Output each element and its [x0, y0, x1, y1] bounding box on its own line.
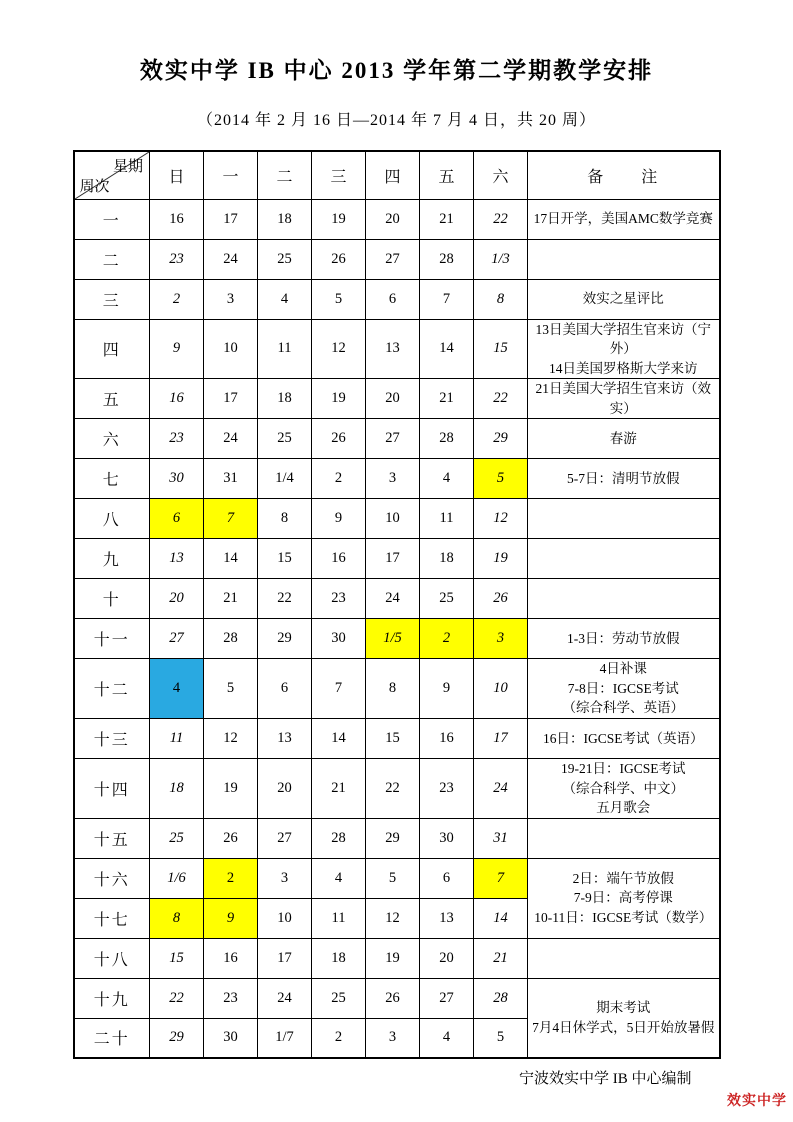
- day-cell: 24: [204, 419, 258, 459]
- day-cell: 29: [474, 419, 528, 459]
- day-cell: 13: [366, 319, 420, 379]
- remark-cell: [528, 659, 720, 719]
- day-cell: 28: [420, 419, 474, 459]
- remark-cell: [528, 818, 720, 858]
- remark-cell: [528, 978, 720, 1058]
- week-row: [74, 818, 720, 858]
- week-label: 五: [74, 379, 150, 419]
- day-cell: 27: [258, 818, 312, 858]
- week-label: 七: [74, 459, 150, 499]
- remark-cell: [528, 419, 720, 459]
- day-cell: 16: [150, 379, 204, 419]
- day-cell: 30: [312, 619, 366, 659]
- day-cell: 15: [150, 938, 204, 978]
- day-cell: 17: [258, 938, 312, 978]
- day-cell: 30: [204, 1018, 258, 1058]
- day-cell: 3: [204, 279, 258, 319]
- day-cell: 6: [366, 279, 420, 319]
- day-cell: 4: [312, 858, 366, 898]
- day-cell: 20: [258, 759, 312, 819]
- week-row: [74, 499, 720, 539]
- remark-line: 4日补课: [599, 661, 647, 677]
- day-cell: 19: [312, 199, 366, 239]
- day-cell: 6: [150, 499, 204, 539]
- day-cell: 6: [420, 858, 474, 898]
- day-cell: 17: [204, 199, 258, 239]
- day-cell: 25: [312, 978, 366, 1018]
- day-cell: 27: [366, 239, 420, 279]
- day-cell: 17: [204, 379, 258, 419]
- day-cell: 25: [258, 239, 312, 279]
- day-header-sat: 六: [474, 151, 528, 199]
- remark-cell: [528, 938, 720, 978]
- day-cell: 26: [366, 978, 420, 1018]
- day-cell: 29: [366, 818, 420, 858]
- day-cell: 6: [258, 659, 312, 719]
- week-row: [74, 619, 720, 659]
- week-row: [74, 279, 720, 319]
- day-cell: 3: [366, 1018, 420, 1058]
- remark-header: 备 注: [528, 151, 720, 199]
- credit-line: 宁波效实中学 IB 中心编制: [518, 1071, 692, 1088]
- day-cell: 19: [474, 539, 528, 579]
- day-cell: 18: [150, 759, 204, 819]
- day-cell: 31: [474, 818, 528, 858]
- day-cell: 12: [474, 499, 528, 539]
- day-cell: 20: [150, 579, 204, 619]
- day-cell: 13: [150, 539, 204, 579]
- week-label: 十三: [74, 719, 150, 759]
- remark-line: 春游: [609, 431, 637, 447]
- day-cell: 25: [258, 419, 312, 459]
- day-cell: 1/7: [258, 1018, 312, 1058]
- day-cell: 20: [366, 379, 420, 419]
- day-cell: 16: [420, 719, 474, 759]
- day-cell: 13: [258, 719, 312, 759]
- day-cell: 23: [150, 419, 204, 459]
- day-cell: 28: [420, 239, 474, 279]
- day-cell: 21: [204, 579, 258, 619]
- remark-cell: [528, 579, 720, 619]
- day-cell: 21: [312, 759, 366, 819]
- remark-line: 五月歌会: [596, 800, 651, 816]
- day-cell: 22: [474, 199, 528, 239]
- day-cell: 24: [258, 978, 312, 1018]
- week-label: 八: [74, 499, 150, 539]
- remark-line: 2日：端午节放假: [572, 870, 674, 886]
- day-cell: 4: [258, 279, 312, 319]
- day-cell: 28: [312, 818, 366, 858]
- day-cell: 24: [366, 579, 420, 619]
- day-header-thu: 四: [366, 151, 420, 199]
- week-row: [74, 719, 720, 759]
- day-cell: 10: [366, 499, 420, 539]
- remark-line: 5-7日：清明节放假: [567, 471, 680, 487]
- remark-line: 1-3日：劳动节放假: [567, 631, 680, 647]
- day-cell: 5: [366, 858, 420, 898]
- day-cell: 5: [474, 1018, 528, 1058]
- day-cell: 7: [204, 499, 258, 539]
- day-cell: 5: [312, 279, 366, 319]
- day-cell: 14: [420, 319, 474, 379]
- day-cell: 9: [312, 499, 366, 539]
- day-header-mon: 一: [204, 151, 258, 199]
- day-cell: 9: [420, 659, 474, 719]
- day-cell: 22: [150, 978, 204, 1018]
- week-row: [74, 459, 720, 499]
- week-label: 九: [74, 539, 150, 579]
- week-row: [74, 858, 720, 898]
- day-header-wed: 三: [312, 151, 366, 199]
- remark-line: （综合科学、中文）: [562, 780, 684, 796]
- day-cell: 19: [366, 938, 420, 978]
- week-row: [74, 419, 720, 459]
- day-cell: 19: [312, 379, 366, 419]
- day-cell: 26: [312, 239, 366, 279]
- week-label: 十四: [74, 759, 150, 819]
- remark-cell: [528, 199, 720, 239]
- week-label: 二: [74, 239, 150, 279]
- corner-label-weekday: 星期: [112, 159, 143, 175]
- day-cell: 12: [312, 319, 366, 379]
- remark-line: 16日：IGCSE考试（英语）: [542, 730, 704, 746]
- day-cell: 11: [150, 719, 204, 759]
- day-cell: 15: [258, 539, 312, 579]
- day-cell: 17: [366, 539, 420, 579]
- remark-cell: [528, 719, 720, 759]
- day-cell: 23: [150, 239, 204, 279]
- day-cell: 23: [420, 759, 474, 819]
- week-row: [74, 539, 720, 579]
- week-row: [74, 579, 720, 619]
- day-cell: 2: [312, 459, 366, 499]
- remark-line: 17日开学，美国AMC数学竞赛: [533, 211, 713, 227]
- remark-cell: [528, 239, 720, 279]
- day-cell: 14: [312, 719, 366, 759]
- day-cell: 21: [420, 379, 474, 419]
- week-label: 十: [74, 579, 150, 619]
- day-cell: 8: [150, 898, 204, 938]
- remark-line: 19-21日：IGCSE考试: [561, 761, 686, 776]
- school-watermark: 效实中学: [727, 1094, 787, 1109]
- remark-cell: [528, 459, 720, 499]
- day-cell: 15: [474, 319, 528, 379]
- day-cell: 20: [420, 938, 474, 978]
- day-cell: 26: [312, 419, 366, 459]
- corner-label-weekno: 周次: [79, 178, 110, 195]
- day-cell: 2: [420, 619, 474, 659]
- week-label: 三: [74, 279, 150, 319]
- day-cell: 9: [204, 898, 258, 938]
- day-cell: 22: [366, 759, 420, 819]
- remark-cell: [528, 279, 720, 319]
- day-cell: 20: [366, 199, 420, 239]
- week-label: 十七: [74, 898, 150, 938]
- day-cell: 10: [204, 319, 258, 379]
- week-label: 一: [74, 199, 150, 239]
- day-cell: 14: [474, 898, 528, 938]
- day-cell: 30: [420, 818, 474, 858]
- remark-line: 效实之星评比: [582, 291, 664, 307]
- day-cell: 17: [474, 719, 528, 759]
- remark-line: 7-9日：高考停课: [573, 890, 673, 906]
- day-cell: 26: [204, 818, 258, 858]
- day-cell: 18: [312, 938, 366, 978]
- day-cell: 28: [474, 978, 528, 1018]
- week-label: 十二: [74, 659, 150, 719]
- remark-cell: [528, 759, 720, 819]
- page-title: 效实中学 IB 中心 2013 学年第二学期教学安排: [139, 58, 654, 83]
- day-cell: 18: [258, 199, 312, 239]
- day-cell: 29: [258, 619, 312, 659]
- remark-cell: [528, 499, 720, 539]
- week-row: [74, 379, 720, 419]
- week-label: 四: [74, 319, 150, 379]
- day-cell: 12: [204, 719, 258, 759]
- day-cell: 1/5: [366, 619, 420, 659]
- corner-cell: [74, 151, 150, 199]
- remark-line: 10-11日：IGCSE考试（数学）: [534, 909, 713, 925]
- day-cell: 18: [420, 539, 474, 579]
- day-header-tue: 二: [258, 151, 312, 199]
- remark-line: 14日美国罗格斯大学来访: [549, 360, 698, 376]
- week-label: 二十: [74, 1018, 150, 1058]
- day-cell: 2: [150, 279, 204, 319]
- day-cell: 27: [150, 619, 204, 659]
- remark-line: 7-8日：IGCSE考试: [567, 680, 679, 696]
- day-cell: 22: [474, 379, 528, 419]
- remark-cell: [528, 619, 720, 659]
- day-cell: 2: [312, 1018, 366, 1058]
- day-cell: 18: [258, 379, 312, 419]
- day-cell: 13: [420, 898, 474, 938]
- day-cell: 16: [150, 199, 204, 239]
- day-cell: 1/3: [474, 239, 528, 279]
- day-cell: 9: [150, 319, 204, 379]
- day-cell: 3: [366, 459, 420, 499]
- week-row: [74, 239, 720, 279]
- day-cell: 16: [312, 539, 366, 579]
- remark-cell: [528, 858, 720, 938]
- day-cell: 31: [204, 459, 258, 499]
- day-cell: 21: [474, 938, 528, 978]
- day-cell: 12: [366, 898, 420, 938]
- day-cell: 25: [420, 579, 474, 619]
- day-cell: 27: [366, 419, 420, 459]
- day-cell: 24: [474, 759, 528, 819]
- week-row: [74, 319, 720, 379]
- day-cell: 7: [474, 858, 528, 898]
- week-row: [74, 659, 720, 719]
- day-cell: 27: [420, 978, 474, 1018]
- day-cell: 11: [420, 499, 474, 539]
- day-cell: 23: [204, 978, 258, 1018]
- day-cell: 4: [150, 659, 204, 719]
- day-cell: 5: [474, 459, 528, 499]
- week-label: 十六: [74, 858, 150, 898]
- day-cell: 10: [474, 659, 528, 719]
- day-cell: 24: [204, 239, 258, 279]
- day-cell: 14: [204, 539, 258, 579]
- day-cell: 21: [420, 199, 474, 239]
- day-cell: 28: [204, 619, 258, 659]
- calendar-table: [73, 150, 721, 1059]
- day-cell: 26: [474, 579, 528, 619]
- week-label: 六: [74, 419, 150, 459]
- remark-cell: [528, 319, 720, 379]
- remark-line: （综合科学、英语）: [562, 700, 684, 716]
- day-cell: 23: [312, 579, 366, 619]
- remark-cell: [528, 379, 720, 419]
- day-cell: 11: [258, 319, 312, 379]
- week-row: [74, 199, 720, 239]
- week-row: [74, 759, 720, 819]
- remark-line: 7月4日休学式，5日开始放暑假: [532, 1019, 715, 1035]
- remark-cell: [528, 539, 720, 579]
- day-cell: 25: [150, 818, 204, 858]
- day-cell: 1/4: [258, 459, 312, 499]
- day-header-sun: 日: [150, 151, 204, 199]
- day-cell: 3: [258, 858, 312, 898]
- day-cell: 8: [474, 279, 528, 319]
- day-cell: 4: [420, 1018, 474, 1058]
- day-cell: 5: [204, 659, 258, 719]
- day-cell: 3: [474, 619, 528, 659]
- header-row: [74, 151, 720, 199]
- day-cell: 8: [258, 499, 312, 539]
- day-cell: 7: [312, 659, 366, 719]
- day-cell: 15: [366, 719, 420, 759]
- week-label: 十九: [74, 978, 150, 1018]
- week-label: 十五: [74, 818, 150, 858]
- day-cell: 10: [258, 898, 312, 938]
- day-cell: 16: [204, 938, 258, 978]
- remark-line: 期末考试: [596, 1000, 651, 1016]
- day-cell: 4: [420, 459, 474, 499]
- day-cell: 2: [204, 858, 258, 898]
- week-row: [74, 938, 720, 978]
- day-cell: 8: [366, 659, 420, 719]
- day-cell: 30: [150, 459, 204, 499]
- day-cell: 19: [204, 759, 258, 819]
- day-cell: 7: [420, 279, 474, 319]
- week-row: [74, 978, 720, 1018]
- page-subtitle: （2014 年 2 月 16 日—2014 年 7 月 4 日，共 20 周）: [196, 112, 596, 129]
- day-header-fri: 五: [420, 151, 474, 199]
- remark-line: 21日美国大学招生官来访（效实）: [535, 381, 711, 416]
- day-cell: 11: [312, 898, 366, 938]
- week-label: 十一: [74, 619, 150, 659]
- remark-line: 13日美国大学招生官来访（宁外）: [535, 321, 711, 357]
- day-cell: 29: [150, 1018, 204, 1058]
- day-cell: 22: [258, 579, 312, 619]
- day-cell: 1/6: [150, 858, 204, 898]
- week-label: 十八: [74, 938, 150, 978]
